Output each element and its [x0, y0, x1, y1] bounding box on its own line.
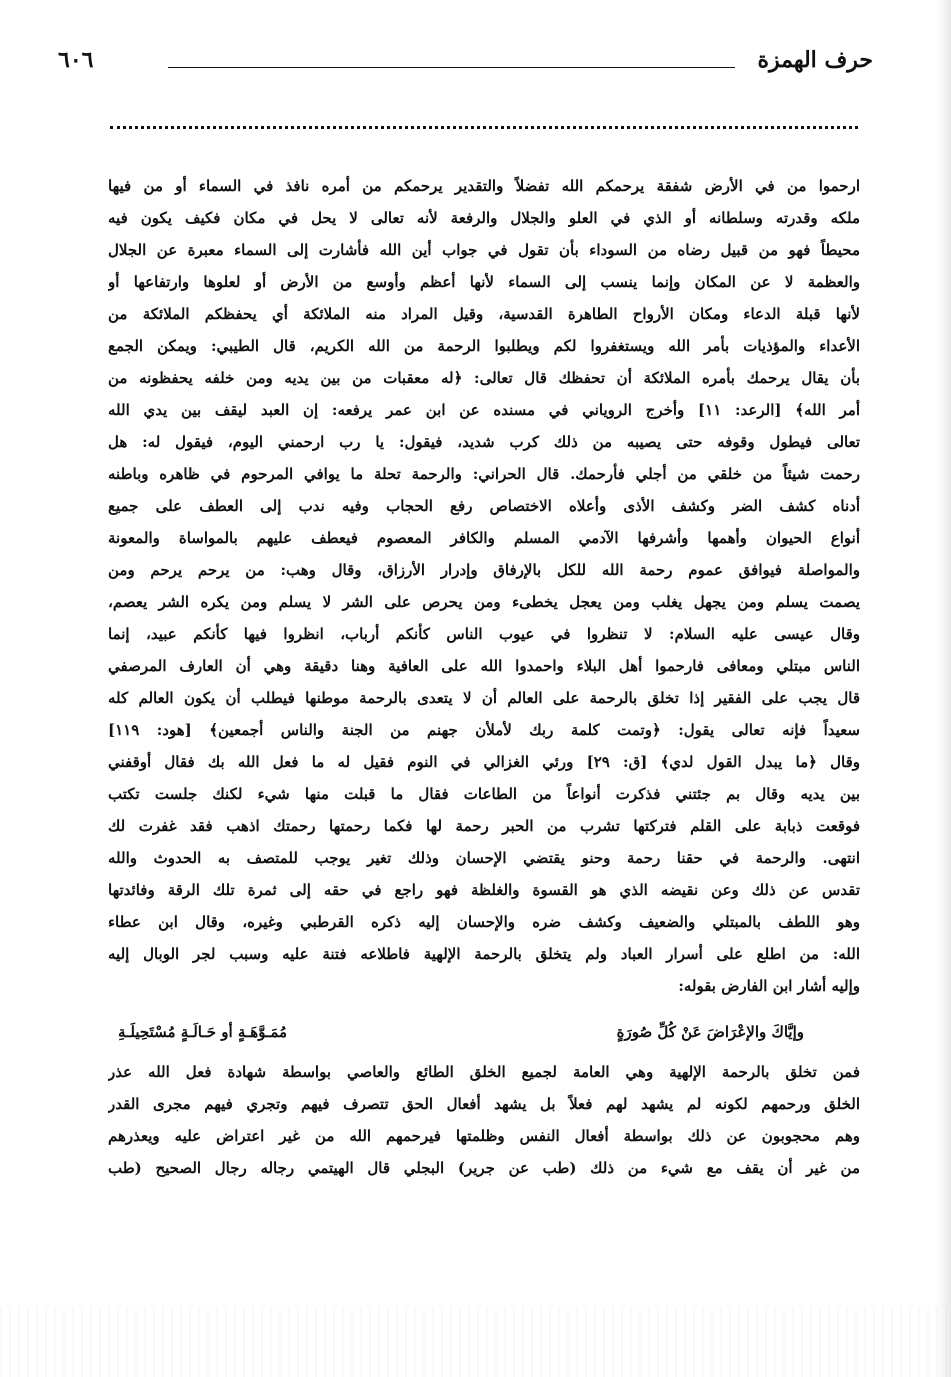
text-line: أمر الله﴾ [الرعد: ١١] وأخرج الروياني في مسنده عن ابن عمر يرفعه: إن العبد ليقف بين يدي الله	[108, 401, 860, 419]
text-line: الخلق ورحمهم لكونه لم يشهد لهم فعلاً بل يشهد أفعال الحق تتصرف فيهم وتجري فيهم مجرى القدر	[108, 1095, 860, 1113]
scan-noise	[0, 1307, 951, 1377]
dotted-separator	[110, 126, 858, 129]
running-title: حرف الهمزة	[757, 47, 873, 73]
verse-first-hemistich: وإيَّاكَ والإعْرَاضَ عَنْ كُلِّ صُورَةٍ	[616, 1023, 804, 1041]
text-line: تعالى فيطول وقوفه حتى يصيبه من ذلك كرب شديد، فيقول: يا رب ارحمني اليوم، فيقول له: هل	[108, 433, 860, 451]
scan-edge-shadow	[935, 0, 951, 1377]
verse-second-hemistich: مُمَـوَّهَـةٍ أو حَـالَـةٍ مُسْتَحِيلَـةِ	[118, 1023, 288, 1041]
text-line: الله: من اطلع على أسرار العباد ولم يتخلق بالرحمة الإلهية فاطلاعه فتنة عليه وسبب لجر الوبال إليه	[108, 945, 860, 963]
text-line: أنواع الحيوان وأهمها وأشرفها الآدمي المسلم والكافر المعصوم فيعطف عليهم بالمواساة والمعونة	[108, 529, 860, 547]
text-line: تقدس عن ذلك وعن نقيضه الذي هو القسوة والغلظة فهو راجع في حقه إلى ثمرة تلك الرقة وفائدتها	[108, 881, 860, 899]
text-line: من غير أن يقف مع شيء من ذلك (طب عن جرير) البجلي قال الهيتمي رجاله رجال الصحيح (طب	[108, 1159, 860, 1177]
text-line: وقال ﴿ما يبدل القول لدي﴾ [ق: ٢٩] ورئي الغزالي في النوم فقيل له ما فعل الله بك فقال أوقفني	[108, 753, 860, 771]
text-line: فمن تخلق بالرحمة الإلهية وهي العامة لجميع الخلق الطائع والعاصي بواسطة شهادة فعل الله عذر	[108, 1063, 860, 1081]
text-line: وإليه أشار ابن الفارض بقوله:	[678, 977, 860, 995]
text-line: والمواصلة فيوافق عموم رحمة الله للكل بالإرفاق وإدرار الأرزاق، وقال وهب: من يرحم يرحم ومن	[108, 561, 860, 579]
text-line: لأنها قبلة الدعاء ومكان الأرواح الطاهرة القدسية، وقيل المراد منه الملائكة أي يحفظكم الملائكة من	[108, 305, 860, 323]
page-header	[58, 45, 873, 81]
poetry-verse	[108, 1016, 860, 1048]
text-line: بين يديه وقال بم جئتني فذكرت أنواعاً من الطاعات فقال ما قبلت منها شيء لكنك جلست تكتب	[108, 785, 860, 803]
text-line: فوقعت ذبابة على القلم فتركتها تشرب من الحبر رحمة لها فكما رحمتها رحمتك اذهب فقد غفرت لك	[108, 817, 860, 835]
page-number: ٦٠٦	[58, 47, 94, 73]
text-line: انتهى. والرحمة في حقنا رحمة وحنو يقتضي الإحسان وذلك تغير يوجب للمتصف به الحدوث والله	[108, 849, 860, 867]
text-line: سعيداً فإنه تعالى يقول: ﴿وتمت كلمة ربك لأملأن جهنم من الجنة والناس أجمعين﴾ [هود: ١١٩]	[108, 721, 860, 739]
text-line: ملكه وقدرته وسلطانه أو الذي في العلو والجلال والرفعة لأنه تعالى لا يحل في مكان فكيف يكون فيه	[108, 209, 860, 227]
text-line: الأعداء والمؤذيات بأمر الله ويستغفروا لكم ويطلبوا الرحمة من الله الكريم، قال الطيبي: ويمكن الجمع	[108, 337, 860, 355]
text-line: رحمت شيئاً من خلقي من أجلي فأرحمك. قال الحراني: والرحمة تحلة ما يوافي المرحوم في ظاهره وباطنه	[108, 465, 860, 483]
text-line: الناس مبتلي ومعافى فارحموا أهل البلاء واحمدوا الله على العافية وهنا دقيقة وهي أن العارف المرصفي	[108, 657, 860, 675]
text-line: بأن يقال يرحمك بأمره الملائكة أن تحفظك قال تعالى: ﴿له معقبات من بين يديه ومن خلفه يحفظونه من	[108, 369, 860, 387]
text-line: وهو اللطف بالمبتلي والضعيف وكشف ضره والإحسان إليه ذكره القرطبي وغيره، وقال ابن عطاء	[108, 913, 860, 931]
text-line: قال يجب على الفقير إذا تخلق بالرحمة على العالم أن لا يتعدى بالرحمة موطنها فيطلب أن يكون العالم كله	[108, 689, 860, 707]
main-text	[108, 170, 860, 1310]
header-rule	[168, 67, 735, 68]
text-line: محيطاً فهو من قبيل رضاه من السوداء بأن تقول في جواب أين الله فأشارت إلى السماء معبرة عن الجلال	[108, 241, 860, 259]
text-line: ارحموا من في الأرض شفقة يرحمكم الله تفضلاً والتقدير يرحمكم من أمره نافذ في السماء أو من فيها	[108, 177, 860, 195]
text-line: والعظمة لا عن المكان وإنما ينسب إلى السماء لأنها أعظم وأوسع من الأرض أو لعلوها وارتفاعها أو	[108, 273, 860, 291]
text-line: وقال عيسى عليه السلام: لا تنظروا في عيوب الناس كأنكم أرباب، انظروا فيها كأنكم عبيد، إنما	[108, 625, 860, 643]
text-line: وهم محجوبون عن ذلك بواسطة أفعال النفس وظلمتها فيرحمهم الله من غير اعتراض عليه ويعذرهم	[108, 1127, 860, 1145]
text-line: يصمت يسلم ومن يجهل يغلب ومن يعجل يخطىء ومن يحرص على الشر لا يسلم ومن يكره الشر يعصم،	[108, 593, 860, 611]
text-line: أدناه كشف الضر وكشف الأذى وأعلاه الاختصاص رفع الحجاب وفيه ندب إلى العطف على جميع	[108, 497, 860, 515]
